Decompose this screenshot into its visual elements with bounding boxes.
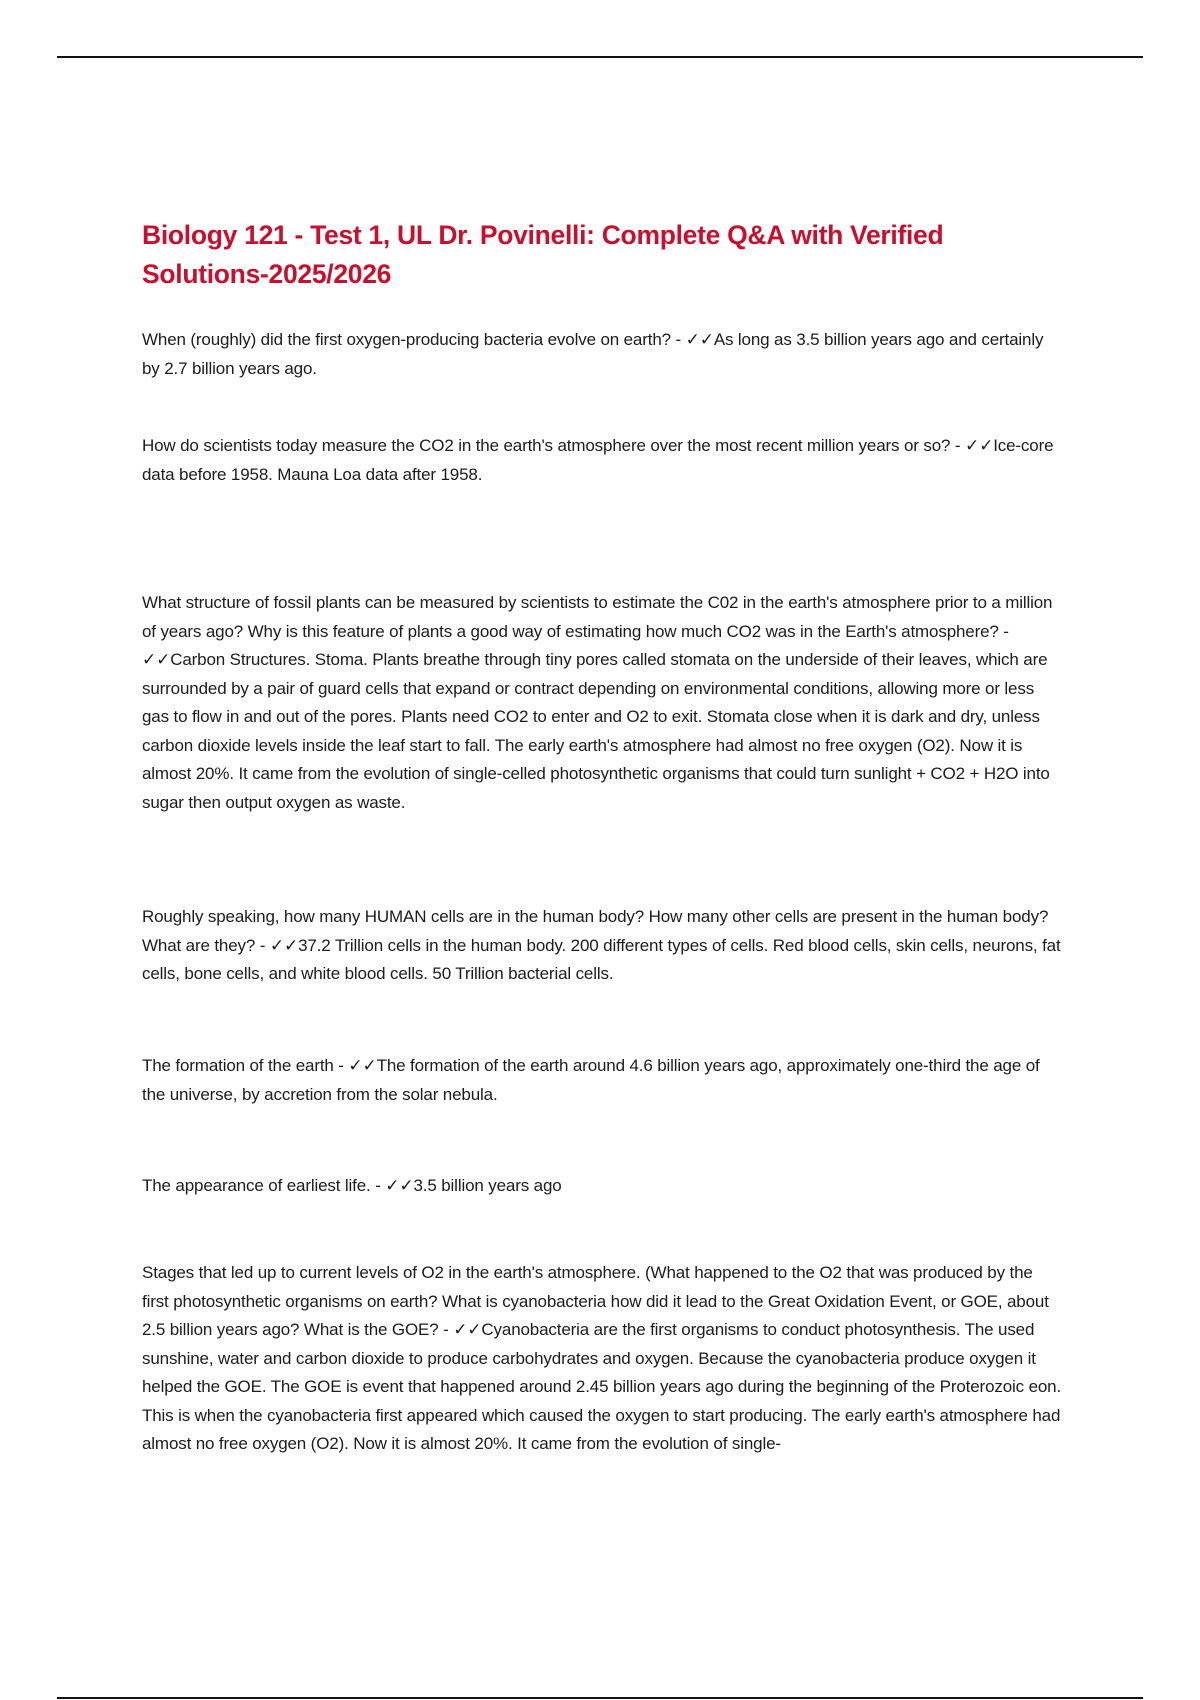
separator: -: [670, 330, 686, 349]
separator: -: [333, 1056, 349, 1075]
separator: -: [370, 1176, 386, 1195]
document-title: Biology 121 - Test 1, UL Dr. Povinelli: Complete Q&A with Verified Solutions-2025/2026: [142, 220, 944, 289]
double-check-icon: ✓✓: [964, 436, 994, 455]
separator: -: [255, 935, 270, 955]
question: How do scientists today measure the CO2 in the earth's atmosphere over the most recent million years or so?: [142, 436, 951, 455]
qa-item: [142, 1259, 1062, 1459]
double-check-icon: ✓✓: [269, 935, 299, 955]
answer: Cyanobacteria are the first organisms to conduct photosynthesis. The used sunshine, water and carbon dioxide to produce carbohydrates and oxygen. Because the cyanobacteria produce oxygen it helped the GOE. The GOE is event that happened around 2.45 billion years ago during the beginning of the Proterozoic eon. This is when the cyanobacteria first appeared which caused the oxygen to start producing. The early earth's atmosphere had almost no free oxygen (O2). Now it is almost 20%. It came from the evolution of single-: [142, 1320, 1062, 1453]
qa-item: [142, 432, 1062, 489]
answer: 3.5 billion years ago: [413, 1176, 562, 1195]
double-check-icon: ✓✓: [453, 1320, 482, 1339]
answer: Ice-core data before 1958. Mauna Loa data after 1958.: [142, 436, 1054, 484]
answer: Carbon Structures. Stoma. Plants breathe through tiny pores called stomata on the underside of their leaves, which are surrounded by a pair of guard cells that expand or contract depending on environmental conditions, allowing more or less gas to flow in and out of the pores. Plants need CO2 to enter and O2 to exit. Stomata close when it is dark and dry, unless carbon dioxide levels inside the leaf start to fall. The early earth's atmosphere had almost no free oxygen (O2). Now it is almost 20%. It came from the evolution of single-celled photosynthetic organisms that could turn sunlight + CO2 + H2O into sugar then output oxygen as waste.: [142, 650, 1050, 812]
question: The formation of the earth: [142, 1056, 334, 1075]
footer-rule: [57, 1697, 1143, 1699]
double-check-icon: ✓✓: [348, 1056, 377, 1075]
question: The appearance of earliest life.: [142, 1176, 371, 1195]
answer: The formation of the earth around 4.6 billion years ago, approximately one-third the age of the universe, by accretion from the solar nebula.: [142, 1056, 1040, 1104]
separator: -: [438, 1320, 454, 1339]
qa-item: [142, 589, 1062, 817]
double-check-icon: ✓✓: [142, 650, 171, 669]
question: What structure of fossil plants can be measured by scientists to estimate the C02 in the earth's atmosphere prior to a million of years ago? Why is this feature of plants a good way of estimating how much CO2 was in the Earth's atmosphere?: [142, 593, 1053, 641]
separator: -: [998, 621, 1009, 641]
double-check-icon: ✓✓: [685, 330, 714, 349]
question: When (roughly) did the first oxygen-producing bacteria evolve on earth?: [142, 330, 671, 349]
qa-item: [142, 1172, 1062, 1201]
qa-item: [142, 326, 1062, 383]
qa-item: [142, 903, 1062, 989]
header-rule: [57, 56, 1143, 58]
separator: -: [950, 436, 965, 455]
answer: As long as 3.5 billion years ago and certainly by 2.7 billion years ago.: [142, 330, 1044, 378]
question: Roughly speaking, how many HUMAN cells are in the human body? How many other cells are present in the human body? What are they?: [142, 907, 1049, 955]
double-check-icon: ✓✓: [385, 1176, 414, 1195]
qa-item: [142, 1052, 1062, 1109]
question: Stages that led up to current levels of O2 in the earth's atmosphere. (What happened to the O2 that was produced by the first photosynthetic organisms on earth? What is cyanobacteria how did it lead to the Great Oxidation Event, or GOE, about 2.5 billion years ago? What is the GOE?: [142, 1263, 1049, 1339]
answer: 37.2 Trillion cells in the human body. 200 different types of cells. Red blood cells, skin cells, neurons, fat cells, bone cells, and white blood cells. 50 Trillion bacterial cells.: [142, 935, 1061, 983]
